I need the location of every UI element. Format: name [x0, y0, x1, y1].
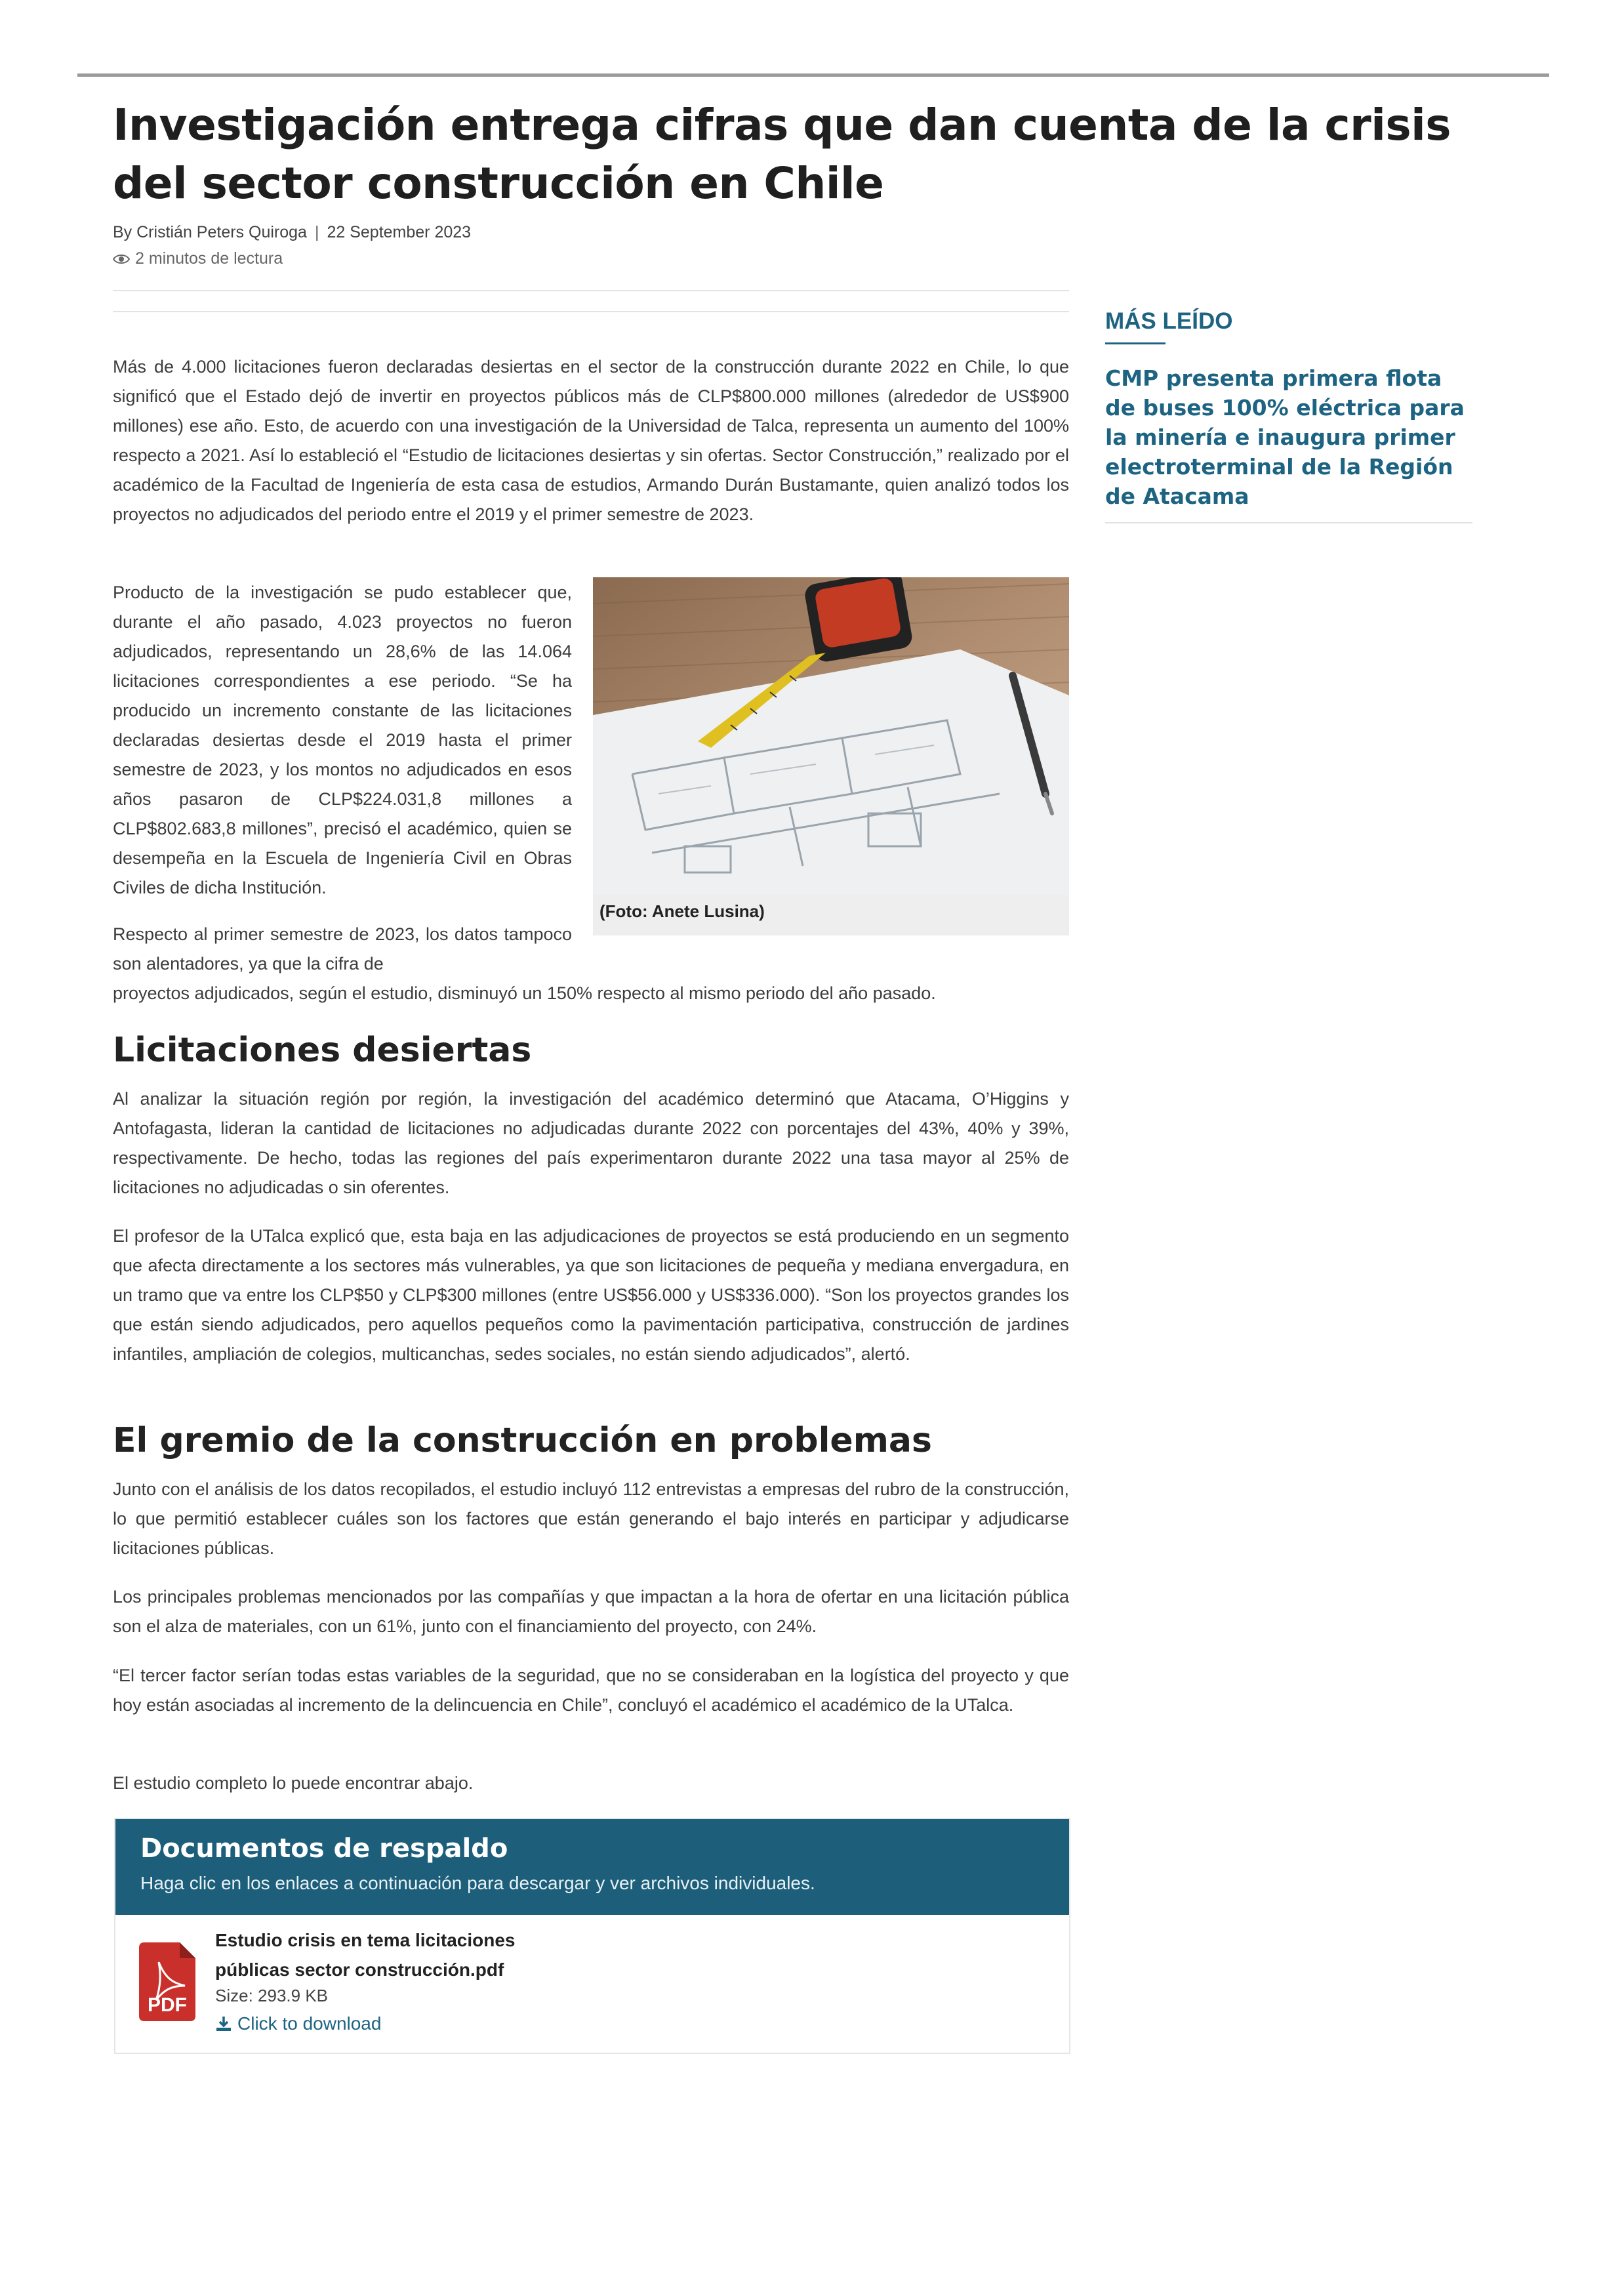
documents-box	[114, 1818, 1070, 2054]
download-label[interactable]: Click to download	[237, 2013, 382, 2034]
paragraph: “El tercer factor serían todas estas variables de la seguridad, que no se consideraban en la logística del proyecto y que hoy están asociadas al incremento de la delincuencia en Chile”, concluyó el académico el académico de la UTalca.	[113, 1666, 1069, 1715]
pdf-file-icon[interactable]	[139, 1942, 199, 2021]
paragraph: Junto con el análisis de los datos recopilados, el estudio incluyó 112 entrevistas a empresas del rubro de la construcción, lo que permitió establecer cuáles son los factores que están generando el bajo interés en participar y adjudicarse licitaciones públicas.	[113, 1479, 1069, 1558]
most-read-underline	[1105, 342, 1166, 344]
download-icon	[215, 2015, 232, 2032]
read-time	[113, 249, 283, 268]
documents-title: Documentos de respaldo	[140, 1834, 508, 1864]
byline-separator: |	[314, 223, 319, 241]
article-title: Investigación entrega cifras que dan cuenta de la crisis del sector construcción en Chile	[113, 100, 1451, 209]
section-heading: Licitaciones desiertas	[113, 1031, 532, 1070]
paragraph: El estudio completo lo puede encontrar abajo.	[113, 1773, 474, 1793]
download-link[interactable]	[215, 2013, 381, 2034]
paragraph: Respecto al primer semestre de 2023, los datos tampoco son alentadores, ya que la cifra de	[113, 924, 572, 974]
article-figure	[593, 577, 1069, 935]
top-divider	[77, 73, 1549, 77]
most-read-heading: MÁS LEÍDO	[1105, 308, 1233, 334]
file-name[interactable]: Estudio crisis en tema licitaciones públicas sector construcción.pdf	[215, 1930, 516, 1980]
publish-date: 22 September 2023	[327, 223, 472, 241]
blueprint-photo	[593, 577, 1069, 895]
most-read-link[interactable]: CMP presenta primera flota de buses 100% eléctrica para la minería e inaugura primer electroterminal de la Región de Atacama	[1105, 365, 1465, 509]
divider	[113, 311, 1069, 312]
image-caption: (Foto: Anete Lusina)	[599, 901, 765, 921]
paragraph: Los principales problemas mencionados por las compañías y que impactan a la hora de ofertar en una licitación pública son el alza de materiales, con un 61%, junto con el financiamiento del proyecto, con 24%.	[113, 1587, 1069, 1636]
documents-header	[115, 1819, 1069, 1915]
byline	[113, 223, 471, 242]
paragraph: Al analizar la situación región por región, la investigación del académico determinó que Atacama, O’Higgins y Antofagasta, lideran la cantidad de licitaciones no adjudicadas durante 2022 con porcentajes del 43%, 40% y 39%, respectivamente. De hecho, todas las regiones del país experimentaron durante 2022 una tasa mayor al 25% de licitaciones no adjudicadas o sin oferentes.	[113, 1089, 1069, 1197]
pdf-label: PDF	[148, 1994, 187, 2016]
paragraph: Producto de la investigación se pudo establecer que, durante el año pasado, 4.023 proyectos no fueron adjudicados, representando un 28,6% de las 14.064 licitaciones correspondientes a ese periodo. “Se ha producido un incremento constante de las licitaciones declaradas desiertas desde el 2019 hasta el primer semestre de 2023, y los montos no adjudicados en esos años pasaron de CLP$224.031,8 millones a CLP$802.683,8 millones”, precisó el académico, quien se desempeña en la Escuela de Ingeniería Civil en Obras Civiles de dicha Institución.	[113, 583, 572, 897]
documents-subtitle: Haga clic en los enlaces a continuación para descargar y ver archivos individuales.	[140, 1873, 815, 1893]
divider	[113, 290, 1069, 291]
read-time-text: 2 minutos de lectura	[135, 249, 283, 268]
eye-icon	[113, 253, 130, 265]
file-size: Size: 293.9 KB	[215, 1986, 328, 2005]
paragraph: Más de 4.000 licitaciones fueron declaradas desiertas en el sector de la construcción durante 2022 en Chile, lo que significó que el Estado dejó de invertir en proyectos públicos más de CLP$800.000 millones (alrededor de US$900 millones) ese año. Esto, de acuerdo con una investigación de la Universidad de Talca, representa un aumento del 100% respecto a 2021. Así lo estableció el “Estudio de licitaciones desiertas y sin ofertas. Sector Construcción,” realizado por el académico de la Facultad de Ingeniería de esta casa de estudios, Armando Durán Bustamante, quien analizó todos los proyectos no adjudicados del periodo entre el 2019 y el primer semestre de 2023.	[113, 357, 1069, 524]
author[interactable]: By Cristián Peters Quiroga	[113, 223, 307, 241]
section-heading: El gremio de la construcción en problemas	[113, 1421, 932, 1460]
paragraph: El profesor de la UTalca explicó que, esta baja en las adjudicaciones de proyectos se está produciendo en un segmento que afecta directamente a los sectores más vulnerables, ya que son licitaciones de pequeña y mediana envergadura, en un tramo que va entre los CLP$50 y CLP$300 millones (entre US$56.000 y US$336.000). “Son los proyectos grandes los que están siendo adjudicados, pero aquellos pequeños como la pavimentación participativa, construcción de jardines infantiles, ampliación de colegios, multicanchas, sedes sociales, no están siendo adjudicados”, alertó.	[113, 1226, 1069, 1364]
paragraph: proyectos adjudicados, según el estudio, disminuyó un 150% respecto al mismo periodo del año pasado.	[113, 983, 936, 1003]
sidebar-divider	[1105, 522, 1472, 523]
